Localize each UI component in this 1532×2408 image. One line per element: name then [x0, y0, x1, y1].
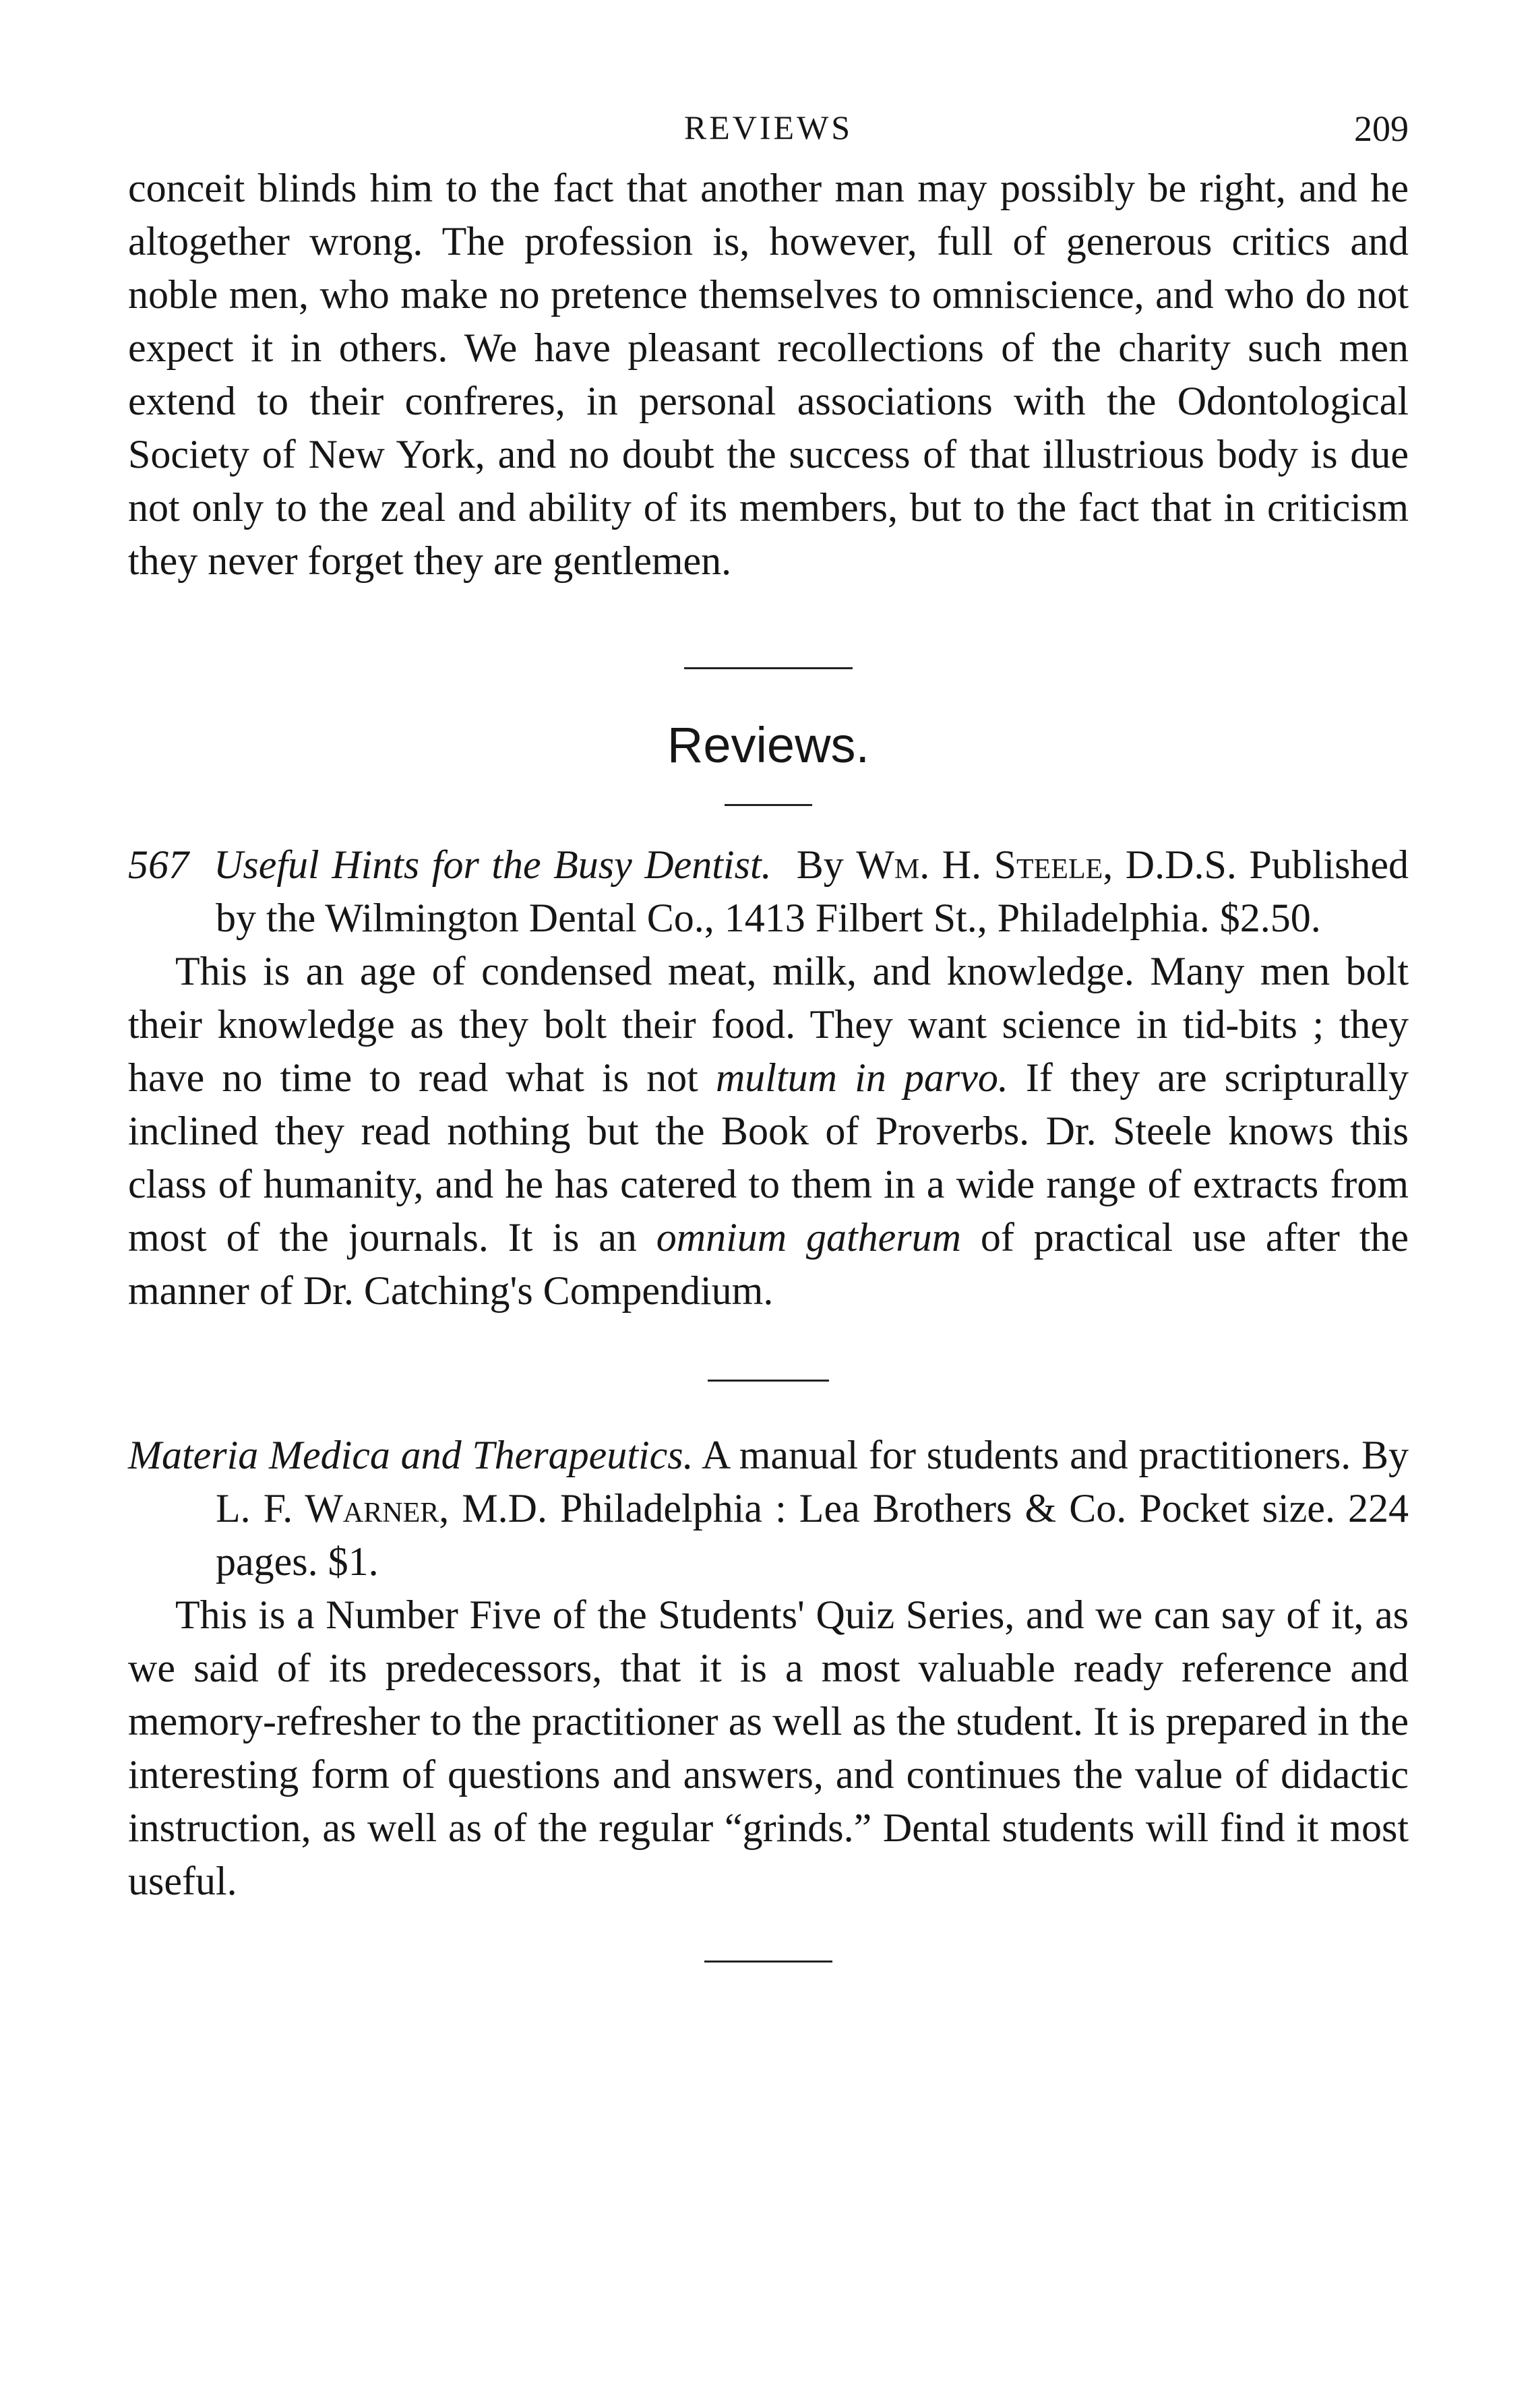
latin-phrase: multum in parvo.	[715, 1055, 1008, 1100]
section-title: Reviews.	[667, 717, 870, 773]
latin-phrase: omnium gatherum	[656, 1215, 961, 1260]
review-number: 567	[128, 842, 189, 887]
review-text: of practical use after the manner of Dr. Catching's Compendium.	[128, 1215, 1409, 1313]
book-page	[128, 108, 1409, 1963]
citation-details: , D.D.S. Published by the Wilmington Dental Co., 1413 Filbert St., Philadelphia. $2.50.	[216, 842, 1409, 940]
review-citation	[128, 838, 1409, 945]
by-word: By	[796, 842, 844, 887]
book-title: Materia Medica and Therapeutics.	[128, 1433, 694, 1477]
review-body	[128, 945, 1409, 1318]
running-header	[128, 108, 1409, 162]
review-body: This is a Number Five of the Students' Quiz Series, and we can say of it, as we said of its predecessors, that it is a most valuable ready reference and memory-refresher to the practitioner as well as the student. It is prepared in the interesting form of questions and answers, and continues the value of didactic instruction, as well as of the regular “grinds.” Dental students will find it most useful.	[128, 1593, 1409, 1903]
page-number: 209	[1354, 109, 1409, 149]
section-divider	[684, 667, 853, 669]
closing-divider	[704, 1961, 832, 1963]
citation-details: , M.D. Philadelphia : Lea Brothers & Co. Pocket size. 224 pages. $1.	[216, 1486, 1409, 1584]
citation-details: A manual for students and practitioners. By	[693, 1433, 1409, 1477]
author-name: L. F. Warner	[216, 1486, 439, 1531]
review-text: This is an age of condensed meat, milk, and knowledge. Many men bolt their knowledge as they bolt their food. They want science in tid-bits ; they have no time to read what is not	[128, 949, 1409, 1100]
book-title: Useful Hints for the Busy Dentist.	[214, 842, 772, 887]
author-name: Wm. H. Steele	[856, 842, 1103, 887]
continuation-paragraph: conceit blinds him to the fact that another man may possibly be right, and he altogether wrong. The profession is, however, full of generous critics and noble men, who make no pretence themselves to omniscience, and who do not expect it in others. We have pleasant recollections of the charity such men extend to their confreres, in personal associations with the Odontological Society of New York, and no doubt the success of that illustrious body is due not only to the zeal and ability of its members, but to the fact that in criticism they never forget they are gentlemen.	[128, 166, 1409, 583]
review-citation	[128, 1429, 1409, 1588]
review-text: If they are scripturally inclined they read nothing but the Book of Proverbs. Dr. Steele knows this class of humanity, and he has catered to them in a wide range of extracts from most of the journals. It is an	[128, 1055, 1409, 1260]
running-title: REVIEWS	[683, 109, 853, 146]
